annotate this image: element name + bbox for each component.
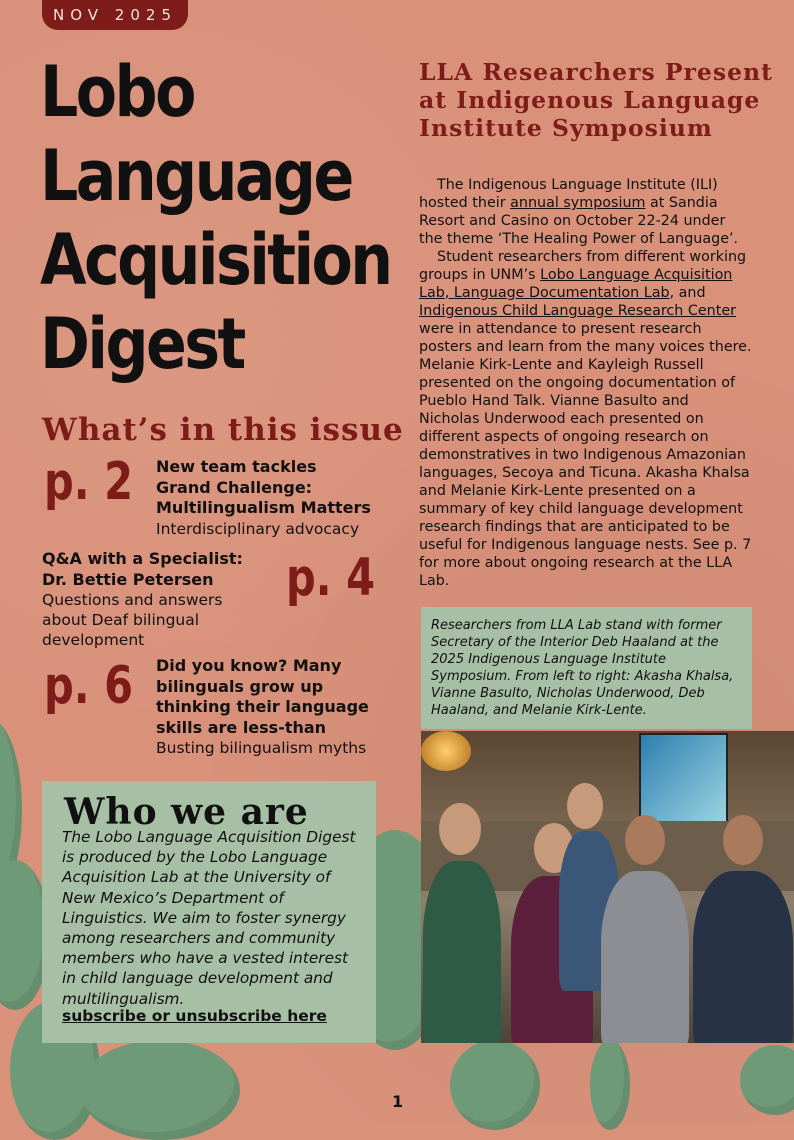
item-subtitle-line: Questions and answers [42, 591, 223, 609]
person-figure [693, 871, 793, 1043]
symposium-link[interactable]: annual symposium [510, 195, 646, 211]
contents-item[interactable] [156, 656, 386, 758]
iclrc-link[interactable]: Indigenous Child Language Research Center [419, 303, 737, 319]
page-number: 1 [392, 1092, 404, 1111]
article-paragraph [419, 248, 753, 590]
item-title-line: Grand Challenge: [156, 477, 313, 497]
cactus-decoration [80, 1040, 240, 1140]
article-body [419, 176, 753, 590]
text-run: Student researchers from different working groups in UNM’s [419, 249, 747, 283]
page-number-link[interactable]: p. 6 [44, 656, 134, 716]
item-subtitle-line: about Deaf bilingual [42, 611, 200, 629]
item-title-line: Q&A with a Specialist: [42, 549, 243, 568]
item-title-line: thinking their language [156, 697, 369, 716]
documentation-lab-link[interactable]: Language Documentation Lab [453, 285, 670, 301]
article-paragraph [419, 176, 753, 248]
masthead-line: Language [40, 135, 352, 217]
photo-caption-panel [421, 607, 752, 729]
item-subtitle: Interdisciplinary advocacy [156, 519, 360, 538]
who-we-are-body: The Lobo Language Acquisition Digest is produced by the Lobo Language Acquisition Lab at the University of New Mexico’s Department of Linguistics. We aim to foster synergy among researchers and community members who have a vested interest in child language development and multilingualism. [62, 828, 356, 1008]
text-run: were in attendance to present research posters and learn from the many voices there. Melanie Kirk-Lente and Kayleigh Russell presented on the ongoing documentation of Pueblo Hand Talk. Vianne Basulto and Nicholas Underwood each presented on different aspects of ongoing research on demonstratives in two Indigenous Amazonian languages, Secoya and Ticuna. Akasha Khalsa and Melanie Kirk-Lente presented on a summary of key child language development research findings that are anticipated to be useful for Indigenous language nests. See p. 7 for more about ongoing research at the LLA Lab. [419, 321, 752, 589]
text-run: , [444, 285, 454, 301]
person-figure [601, 871, 689, 1043]
cactus-decoration [450, 1040, 540, 1130]
item-title-line: bilinguals grow up [156, 676, 324, 696]
who-we-are-heading: Who we are [64, 791, 309, 833]
lla-lab-link[interactable]: Lobo Language Acquisition Lab [419, 267, 733, 301]
ceiling-light [421, 731, 471, 771]
item-title-line: Dr. Bettie Petersen [42, 569, 214, 589]
item-title-line: Multilingualism Matters [156, 498, 371, 517]
masthead-title [40, 50, 391, 386]
contents-item[interactable] [42, 549, 282, 650]
who-we-are-panel [42, 781, 376, 1043]
text-run: The Indigenous Language Institute (ILI) hosted their [419, 177, 718, 211]
contents-heading: What’s in this issue [42, 412, 404, 448]
masthead-line: Digest [40, 303, 244, 385]
person-head [723, 815, 763, 865]
item-title-line: skills are less-than [156, 717, 327, 737]
item-subtitle: Busting bilingualism myths [156, 739, 367, 757]
item-title-line: New team tackles [156, 457, 317, 476]
photo-caption: Researchers from LLA Lab stand with former Secretary of the Interior Deb Haaland at the 2025 Indigenous Language Institute Symposium. From left to right: Akasha Khalsa, Vianne Basulto, Nicholas Underwood, Deb Haaland, and Melanie Kirk-Lente. [431, 618, 734, 718]
cactus-decoration [590, 1040, 630, 1130]
masthead-line: Lobo [40, 51, 194, 133]
article-title: LLA Researchers Present at Indigenous Language Institute Symposium [419, 58, 773, 142]
text-run: at Sandia Resort and Casino on October 22-24 under the theme ‘The Healing Power of Language’. [419, 195, 739, 247]
text-run: , and [669, 285, 706, 301]
person-figure [423, 861, 501, 1043]
page-number-link[interactable]: p. 2 [44, 452, 134, 512]
issue-date-badge: NOV 2025 [42, 0, 188, 30]
page-number-link[interactable]: p. 4 [286, 548, 376, 608]
group-photo [421, 731, 794, 1043]
item-title-line: Did you know? Many [156, 656, 342, 675]
subscribe-link[interactable]: subscribe or unsubscribe here [62, 1007, 327, 1025]
item-subtitle-line: development [42, 631, 145, 649]
contents-item[interactable] [156, 457, 386, 539]
presentation-screen [639, 733, 728, 823]
person-head [567, 783, 603, 829]
person-head [439, 803, 481, 855]
masthead-line: Acquisition [40, 219, 391, 301]
person-head [625, 815, 665, 865]
